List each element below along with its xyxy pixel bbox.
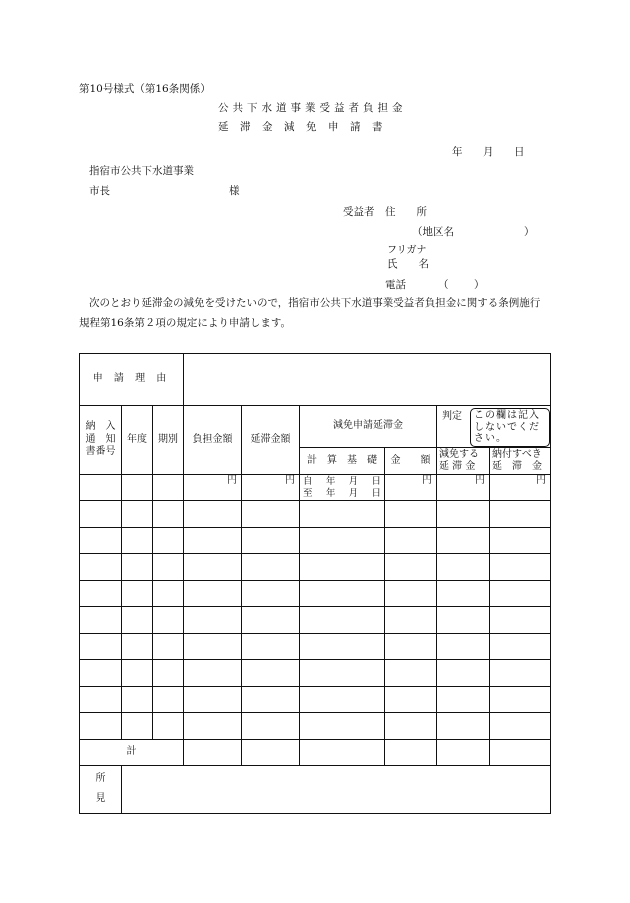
cell-burden[interactable] bbox=[184, 554, 242, 581]
yen-unit: 円 bbox=[422, 475, 432, 486]
table-row bbox=[80, 660, 551, 687]
col-year: 年度 bbox=[122, 406, 153, 475]
cell-reduce[interactable] bbox=[437, 713, 490, 740]
cell-payable[interactable] bbox=[490, 501, 551, 528]
date-day: 日 bbox=[514, 146, 525, 158]
cell-late[interactable] bbox=[242, 660, 300, 687]
col-reduce-1: 減免する bbox=[439, 448, 479, 460]
from-year: 年 bbox=[325, 476, 336, 488]
cell-period[interactable] bbox=[153, 607, 184, 634]
cell-notice[interactable] bbox=[80, 527, 122, 554]
col-reduce bbox=[437, 448, 490, 475]
from-day: 日 bbox=[371, 476, 381, 488]
cell-amount[interactable] bbox=[385, 527, 437, 554]
cell-notice[interactable] bbox=[80, 580, 122, 607]
body-text-line-1: 次のとおり延滞金の減免を受けたいので，指宿市公共下水道事業受益者負担金に関する条例施行 bbox=[89, 297, 541, 309]
cell-burden[interactable] bbox=[184, 527, 242, 554]
cell-period[interactable] bbox=[153, 686, 184, 713]
table-row bbox=[80, 475, 551, 501]
cell-period[interactable] bbox=[153, 660, 184, 687]
from-month: 月 bbox=[348, 476, 359, 488]
col-amount: 金 額 bbox=[385, 448, 437, 475]
furigana-label: フリガナ bbox=[387, 245, 427, 256]
cell-year[interactable] bbox=[122, 607, 153, 634]
cell-calc-basis[interactable] bbox=[300, 633, 385, 660]
col-payable bbox=[490, 448, 551, 475]
cell-calc-basis[interactable] bbox=[300, 475, 385, 501]
yen-unit: 円 bbox=[285, 475, 295, 486]
cell-late[interactable] bbox=[242, 686, 300, 713]
col-calc-basis: 計 算 基 礎 bbox=[300, 448, 385, 475]
opinion-label-1: 所 bbox=[95, 772, 106, 784]
title-line-1: 公共下水道事業受益者負担金 bbox=[218, 102, 407, 114]
cell-late[interactable] bbox=[242, 580, 300, 607]
cell-late[interactable] bbox=[242, 633, 300, 660]
cell-reduce[interactable] bbox=[437, 527, 490, 554]
col-burden: 負担金額 bbox=[184, 406, 242, 475]
judgment-cell bbox=[437, 406, 551, 448]
total-reduce[interactable] bbox=[437, 739, 490, 765]
cell-calc-basis[interactable] bbox=[300, 527, 385, 554]
cell-burden[interactable] bbox=[184, 607, 242, 634]
addressee-person: 市長 bbox=[89, 185, 110, 197]
cell-late[interactable] bbox=[242, 501, 300, 528]
cell-amount[interactable] bbox=[385, 554, 437, 581]
cell-period[interactable] bbox=[153, 633, 184, 660]
cell-notice[interactable] bbox=[80, 633, 122, 660]
cell-late[interactable] bbox=[242, 475, 300, 501]
cell-period[interactable] bbox=[153, 580, 184, 607]
to-year: 年 bbox=[325, 487, 336, 499]
cell-notice[interactable] bbox=[80, 475, 122, 501]
cell-calc-basis[interactable] bbox=[300, 607, 385, 634]
cell-year[interactable] bbox=[122, 554, 153, 581]
cell-amount[interactable] bbox=[385, 580, 437, 607]
cell-payable[interactable] bbox=[490, 686, 551, 713]
cell-year[interactable] bbox=[122, 633, 153, 660]
cell-burden[interactable] bbox=[184, 501, 242, 528]
reduction-table bbox=[79, 353, 551, 814]
cell-year[interactable] bbox=[122, 660, 153, 687]
cell-payable[interactable] bbox=[490, 660, 551, 687]
reason-field[interactable] bbox=[184, 354, 551, 406]
phone-label: 電話 bbox=[385, 279, 406, 291]
cell-year[interactable] bbox=[122, 686, 153, 713]
cell-period[interactable] bbox=[153, 554, 184, 581]
district-label: （地区名 bbox=[412, 226, 454, 238]
cell-notice[interactable] bbox=[80, 501, 122, 528]
cell-reduce[interactable] bbox=[437, 501, 490, 528]
cell-year[interactable] bbox=[122, 580, 153, 607]
cell-burden[interactable] bbox=[184, 475, 242, 501]
cell-payable[interactable] bbox=[490, 633, 551, 660]
table-row bbox=[80, 713, 551, 740]
cell-reduce[interactable] bbox=[437, 554, 490, 581]
cell-period[interactable] bbox=[153, 713, 184, 740]
yen-unit: 円 bbox=[475, 475, 485, 486]
cell-payable[interactable] bbox=[490, 527, 551, 554]
cell-calc-basis[interactable] bbox=[300, 580, 385, 607]
col-notice-2: 通 知 bbox=[85, 433, 116, 445]
cell-late[interactable] bbox=[242, 713, 300, 740]
form-number: 第10号様式（第16条関係） bbox=[79, 83, 211, 95]
addressee-org: 指宿市公共下水道事業 bbox=[89, 165, 194, 177]
col-notice-number bbox=[80, 406, 122, 475]
total-calc-basis[interactable] bbox=[300, 739, 385, 765]
cell-reduce[interactable] bbox=[437, 660, 490, 687]
cell-late[interactable] bbox=[242, 554, 300, 581]
yen-unit: 円 bbox=[536, 475, 546, 486]
cell-amount[interactable] bbox=[385, 633, 437, 660]
cell-year[interactable] bbox=[122, 713, 153, 740]
district-close: ） bbox=[524, 226, 535, 238]
table-row bbox=[80, 633, 551, 660]
cell-burden[interactable] bbox=[184, 713, 242, 740]
note-box: この欄は記入しないでください。 bbox=[470, 408, 550, 447]
cell-reduce[interactable] bbox=[437, 686, 490, 713]
col-period: 期別 bbox=[153, 406, 184, 475]
total-amount[interactable] bbox=[385, 739, 437, 765]
opinion-label-2: 見 bbox=[95, 793, 106, 804]
cell-calc-basis[interactable] bbox=[300, 554, 385, 581]
phone-close: ） bbox=[474, 279, 485, 291]
col-reduce-2: 延 滞 金 bbox=[439, 461, 476, 472]
cell-payable[interactable] bbox=[490, 713, 551, 740]
cell-reduce[interactable] bbox=[437, 633, 490, 660]
opinion-row bbox=[80, 765, 551, 813]
cell-year[interactable] bbox=[122, 527, 153, 554]
cell-amount[interactable] bbox=[385, 686, 437, 713]
cell-notice[interactable] bbox=[80, 607, 122, 634]
phone-open: （ bbox=[438, 279, 449, 291]
table-row bbox=[80, 501, 551, 528]
cell-year[interactable] bbox=[122, 475, 153, 501]
cell-payable[interactable] bbox=[490, 580, 551, 607]
opinion-label-cell bbox=[80, 765, 122, 813]
reason-label: 申 請 理 由 bbox=[92, 373, 171, 385]
col-payable-1: 納付すべき bbox=[492, 448, 542, 460]
addressee-honorific: 様 bbox=[229, 185, 240, 197]
total-burden[interactable] bbox=[184, 739, 242, 765]
col-reduction-group: 減免申請延滞金 bbox=[300, 406, 437, 448]
yen-unit: 円 bbox=[227, 475, 237, 486]
cell-amount[interactable] bbox=[385, 501, 437, 528]
address-label: 住 所 bbox=[385, 206, 427, 218]
col-notice-3: 書番号 bbox=[85, 446, 116, 458]
cell-year[interactable] bbox=[122, 501, 153, 528]
cell-calc-basis[interactable] bbox=[300, 686, 385, 713]
date-month: 月 bbox=[483, 146, 494, 158]
from-label: 自 bbox=[303, 476, 313, 488]
total-late[interactable] bbox=[242, 739, 300, 765]
cell-amount[interactable] bbox=[385, 475, 437, 501]
cell-notice[interactable] bbox=[80, 686, 122, 713]
cell-notice[interactable] bbox=[80, 660, 122, 687]
cell-period[interactable] bbox=[153, 527, 184, 554]
total-row bbox=[80, 739, 551, 765]
cell-burden[interactable] bbox=[184, 633, 242, 660]
title-line-2: 延滞金減免申請書 bbox=[218, 121, 394, 133]
applicant-label: 受益者 bbox=[343, 206, 375, 218]
cell-reduce[interactable] bbox=[437, 580, 490, 607]
cell-late[interactable] bbox=[242, 607, 300, 634]
to-day: 日 bbox=[371, 487, 381, 499]
to-label: 至 bbox=[303, 487, 313, 499]
table-row bbox=[80, 580, 551, 607]
cell-payable[interactable] bbox=[490, 554, 551, 581]
cell-burden[interactable] bbox=[184, 580, 242, 607]
col-judgment: 判定 bbox=[442, 411, 462, 422]
date-year: 年 bbox=[452, 146, 463, 158]
name-label: 氏 名 bbox=[387, 258, 429, 270]
opinion-field[interactable] bbox=[122, 765, 551, 813]
col-payable-2: 延 滞 金 bbox=[492, 461, 542, 472]
calc-from-row bbox=[300, 476, 384, 487]
cell-notice[interactable] bbox=[80, 554, 122, 581]
cell-notice[interactable] bbox=[80, 713, 122, 740]
body-text-line-2: 規程第16条第２項の規定により申請します。 bbox=[79, 317, 292, 329]
table-row bbox=[80, 527, 551, 554]
reason-label-cell bbox=[80, 354, 184, 406]
cell-amount[interactable] bbox=[385, 660, 437, 687]
col-notice-1: 納 入 bbox=[85, 421, 116, 433]
cell-payable[interactable] bbox=[490, 475, 551, 501]
to-month: 月 bbox=[348, 487, 359, 499]
cell-burden[interactable] bbox=[184, 660, 242, 687]
cell-reduce[interactable] bbox=[437, 475, 490, 501]
cell-amount[interactable] bbox=[385, 713, 437, 740]
cell-calc-basis[interactable] bbox=[300, 660, 385, 687]
table-row bbox=[80, 607, 551, 634]
cell-calc-basis[interactable] bbox=[300, 501, 385, 528]
cell-period[interactable] bbox=[153, 475, 184, 501]
total-payable[interactable] bbox=[490, 739, 551, 765]
cell-amount[interactable] bbox=[385, 607, 437, 634]
cell-late[interactable] bbox=[242, 527, 300, 554]
cell-period[interactable] bbox=[153, 501, 184, 528]
cell-calc-basis[interactable] bbox=[300, 713, 385, 740]
cell-burden[interactable] bbox=[184, 686, 242, 713]
cell-reduce[interactable] bbox=[437, 607, 490, 634]
total-label: 計 bbox=[80, 739, 184, 765]
table-row bbox=[80, 554, 551, 581]
col-late: 延滞金額 bbox=[242, 406, 300, 475]
table-row bbox=[80, 686, 551, 713]
calc-to-row bbox=[300, 488, 384, 499]
cell-payable[interactable] bbox=[490, 607, 551, 634]
